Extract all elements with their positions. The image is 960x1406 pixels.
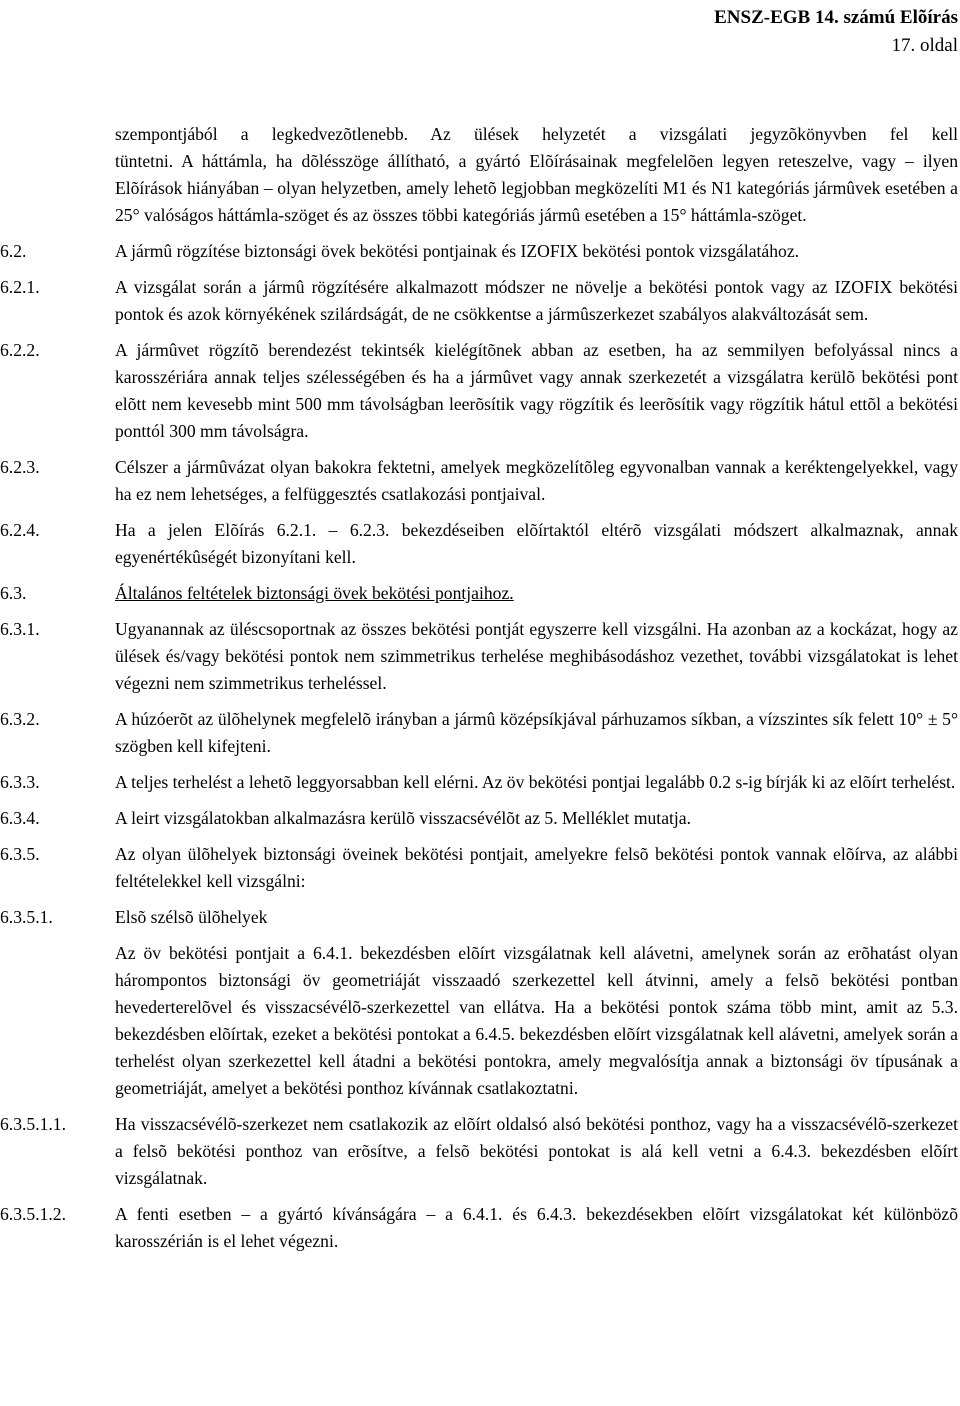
section-text: A jármûvet rögzítõ berendezést tekintsék kielégítõnek abban az esetben, ha az semmilyen befolyással nincs a karosszériára annak teljes szélességében és ha a jármûvet vagy annak szerkezetét a vizsgálatra kerülõ bekötési pont elõtt nem kevesebb mint 500 mm távolságban leerõsítik vagy rögzítik és leerõsítik vagy rögzítik hátul ettõl a bekötési ponttól 300 mm távolságra. <box>115 340 958 441</box>
section-text: Ugyanannak az üléscsoportnak az összes bekötési pontját egyszerre kell vizsgálni. Ha azonban az a kockázat, hogy az ülések és/vagy bekötési pontok nem szimmetrikus terhelése meghibásodáshoz vezethet, további vizsgálatokat is lehet végezni nem szimmetrikus terheléssel. <box>115 619 958 693</box>
section-number: 6.2.4. <box>0 520 40 540</box>
section-number: 6.3.5.1. <box>0 907 53 927</box>
section-text: Elsõ szélsõ ülõhelyek <box>115 907 268 927</box>
section-number: 6.3.5.1.2. <box>0 1204 66 1224</box>
section-text: Ha a jelen Elõírás 6.2.1. – 6.2.3. bekezdéseiben elõírtaktól eltérõ vizsgálati módszert alkalmaznak, annak egyenértékûségét bizonyítani kell. <box>115 520 958 567</box>
section-text: Az olyan ülõhelyek biztonsági öveinek bekötési pontjait, amelyekre felsõ bekötési pontok vannak elõírva, az alábbi feltételekkel kell vizsgálni: <box>115 844 958 891</box>
intro-paragraph <box>0 121 958 148</box>
section-6-3-1 <box>0 616 958 697</box>
page-header <box>714 4 958 60</box>
section-number: 6.3.2. <box>0 709 40 729</box>
section-number: 6.3.5.1.1. <box>0 1114 66 1134</box>
section-6-3-3 <box>0 769 958 796</box>
section-6-2-3 <box>0 454 958 508</box>
section-number: 6.2.2. <box>0 340 40 360</box>
section-text: A vizsgálat során a jármû rögzítésére alkalmazott módszer ne növelje a bekötési pontok vagy az IZOFIX bekötési pontok és azok környékének szilárdságát, de ne csökkentse a jármûszerkezet szabályos alakváltozását sem. <box>115 277 958 324</box>
section-number: 6.3. <box>0 583 27 603</box>
section-text: Célszer a jármûvázat olyan bakokra fektetni, amelyek megközelítõleg egyvonalban vannak a keréktengelyekkel, vagy ha ez nem lehetséges, a felfüggesztés csatlakozási pontjaival. <box>115 457 958 504</box>
section-text: A teljes terhelést a lehetõ leggyorsabban kell elérni. Az öv bekötési pontjai legalább 0.2 s-ig bírják ki az elõírt terhelést. <box>115 772 956 792</box>
section-text: Az öv bekötési pontjait a 6.4.1. bekezdésben elõírt vizsgálatnak kell alávetni, amelynek során az erõhatást olyan hárompontos biztonsági öv geometriáját visszaadó szerkezettel kell átvinni, amely a felsõ bekötési pontban hevederterelõvel és visszacsévélõ-szerkezettel van ellátva. Ha a bekötési pontok száma több mint, amit az 5.3. bekezdésben elõírtak, ezeket a bekötési pontokat a 6.4.5. bekezdésben elõírt vizsgálatnak kell alávetni, amelyek során a terhelést olyan szerkezettel kell átadni a bekötési pontokra, amely megvalósítja annak a biztonsági öv típusának a geometriáját, amelyet a bekötési ponthoz kívánnak csatlakoztatni. <box>115 943 958 1098</box>
section-text: Ha visszacsévélõ-szerkezet nem csatlakozik az elõírt oldalsó alsó bekötési ponthoz, vagy ha a visszacsévélõ-szerkezet a felsõ bekötési ponthoz van erõsítve, a felsõ bekötési pontokat is alá kell vetni a 6.4.3. bekezdésben elõírt vizsgálatnak. <box>115 1114 958 1188</box>
section-number: 6.2.1. <box>0 277 40 297</box>
section-6-2-4 <box>0 517 958 571</box>
section-6-3-5-1-2 <box>0 1201 958 1255</box>
section-6-2 <box>0 238 958 265</box>
section-6-3-5-1 <box>0 904 958 931</box>
section-6-3-2 <box>0 706 958 760</box>
intro-paragraph-cont <box>0 148 958 229</box>
section-6-3-5-1-1 <box>0 1111 958 1192</box>
section-number: 6.2. <box>0 241 27 261</box>
intro-text: tüntetni. A háttámla, ha dõlésszöge állítható, a gyártó Elõírásainak megfelelõen legyen reteszelve, vagy – ilyen Elõírások hiányában – olyan helyzetben, amely lehetõ legjobban megközelíti M1 és N1 kategóriás jármûvek esetében a 25° valóságos háttámla-szöget és az összes többi kategóriás jármû esetében a 15° háttámla-szöget. <box>115 151 958 225</box>
section-number: 6.3.5. <box>0 844 40 864</box>
intro-line: szempontjából a legkedvezõtlenebb. Az ülések helyzetét a vizsgálati jegyzõkönyvben fel kell <box>115 124 958 144</box>
section-heading: Általános feltételek biztonsági övek bekötési pontjaihoz. <box>115 583 514 603</box>
section-6-3-4 <box>0 805 958 832</box>
section-6-3 <box>0 580 958 607</box>
section-6-2-2 <box>0 337 958 445</box>
section-text: A leirt vizsgálatokban alkalmazásra kerülõ visszacsévélõt az 5. Melléklet mutatja. <box>115 808 691 828</box>
section-number: 6.3.1. <box>0 619 40 639</box>
section-text: A fenti esetben – a gyártó kívánságára – a 6.4.1. és 6.4.3. bekezdésekben elõírt vizsgálatokat két különbözõ karosszérián is el lehet végezni. <box>115 1204 958 1251</box>
section-text: A húzóerõt az ülõhelynek megfelelõ irányban a jármû középsíkjával párhuzamos síkban, a vízszintes sík felett 10° ± 5° szögben kell kifejteni. <box>115 709 958 756</box>
section-number: 6.3.3. <box>0 772 40 792</box>
section-6-3-5 <box>0 841 958 895</box>
section-6-3-5-1-body <box>0 940 958 1102</box>
section-6-2-1 <box>0 274 958 328</box>
section-number: 6.2.3. <box>0 457 40 477</box>
section-text: A jármû rögzítése biztonsági övek bekötési pontjainak és IZOFIX bekötési pontok vizsgálatához. <box>115 241 800 261</box>
document-body <box>0 121 958 1255</box>
page-number: 17. oldal <box>891 35 958 56</box>
section-number: 6.3.4. <box>0 808 40 828</box>
document-title: ENSZ-EGB 14. számú Elõírás <box>714 7 958 28</box>
